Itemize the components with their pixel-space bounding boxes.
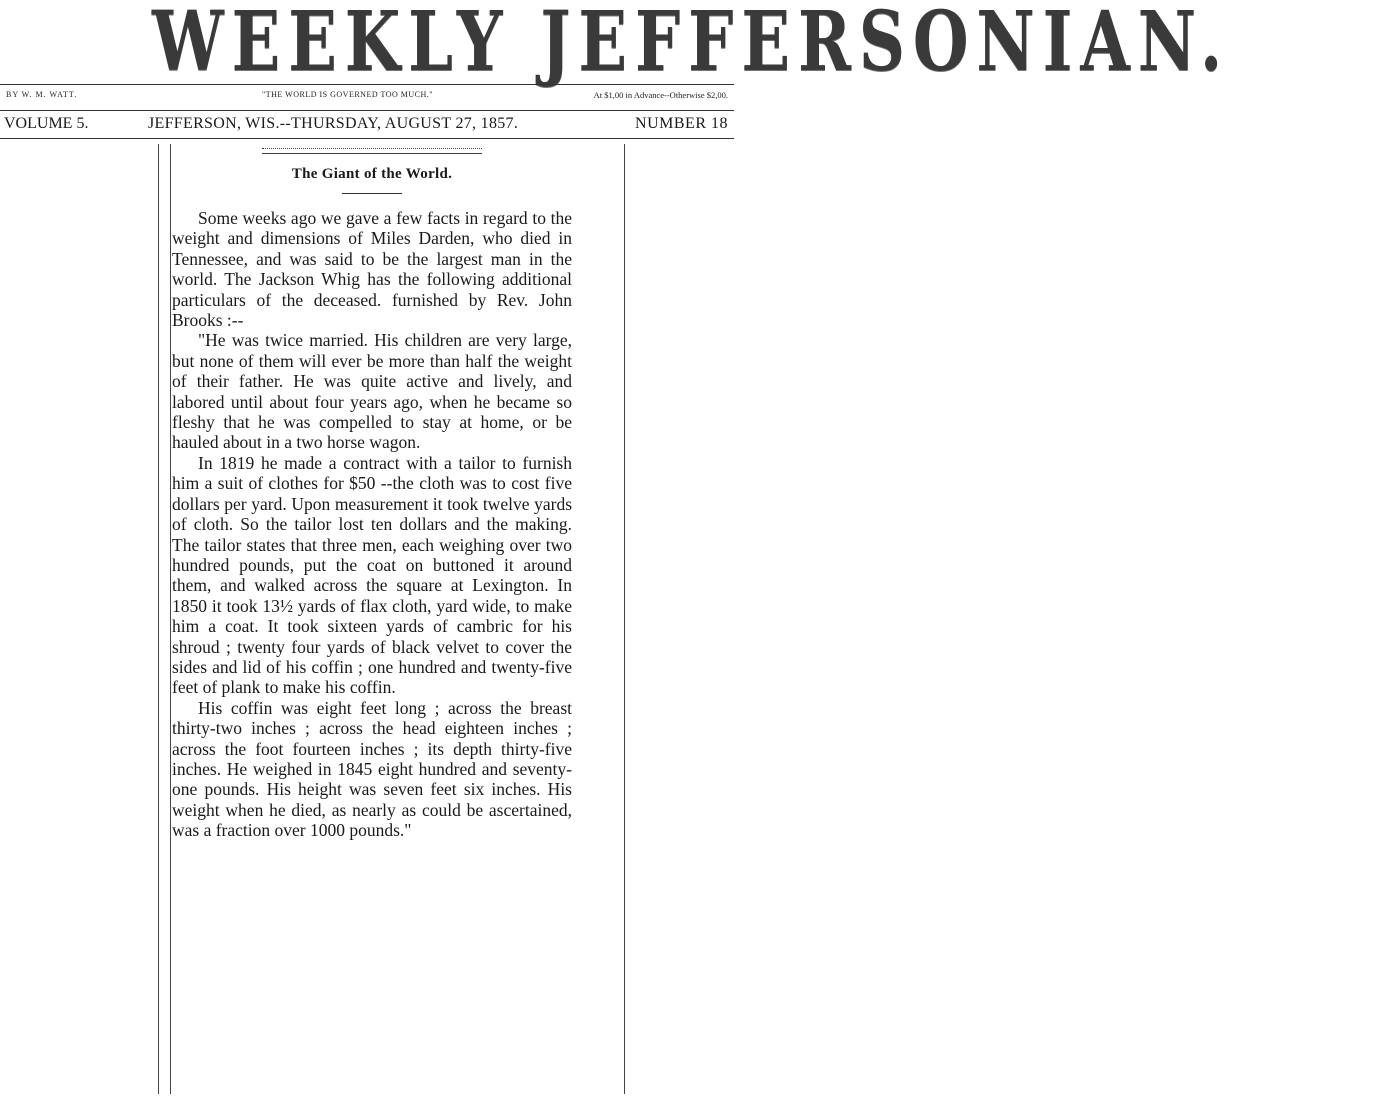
inner-column-rule <box>170 144 171 1094</box>
article-paragraph: "He was twice married. His children are very large, but none of them will ever be more than half the weight of their father. He was quite active and lively, and labored until about four years ago, when he became so fleshy that he was compelled to stay at home, or be hauled about in a two horse wagon. <box>172 330 572 453</box>
newspaper-title: WEEKLY JEFFERSONIAN. <box>152 0 1231 90</box>
article-paragraph: Some weeks ago we gave a few facts in regard to the weight and dimensions of Miles Darden, who died in Tennessee, and was said to be the largest man in the world. The Jackson Whig has the following additional particulars of the deceased. furnished by Rev. John Brooks :-- <box>172 208 572 331</box>
ornamental-rule <box>262 148 482 154</box>
article <box>172 144 572 841</box>
article-headline: The Giant of the World. <box>291 166 453 182</box>
masthead <box>0 0 1231 90</box>
left-column-rule <box>158 144 159 1094</box>
byline-row <box>0 86 734 108</box>
dateline <box>0 114 734 138</box>
place-and-date: JEFFERSON, WIS.--THURSDAY, AUGUST 27, 1857. <box>148 115 519 132</box>
newspaper-motto: "THE WORLD IS GOVERNED TOO MUCH." <box>262 90 434 99</box>
right-column-rule <box>624 144 625 1094</box>
volume-number: VOLUME 5. <box>4 115 89 132</box>
article-paragraph: His coffin was eight feet long ; across the breast thirty-two inches ; across the head eighteen inches ; across the foot fourteen inches ; its depth thirty-five inches. He weighed in 1845 eight hundred and seventy-one pounds. His height was seven feet six inches. His weight when he died, as nearly as could be ascertained, was a fraction over 1000 pounds." <box>172 697 572 841</box>
headline-rule <box>342 193 402 194</box>
subscription-price: At $1,00 in Advance--Otherwise $2,00. <box>593 90 728 100</box>
dateline-top-rule <box>0 110 734 111</box>
article-body <box>172 208 572 841</box>
issue-number: NUMBER 18 <box>635 115 728 132</box>
masthead-rule <box>0 84 734 85</box>
dateline-bottom-rule <box>0 138 734 139</box>
article-paragraph: In 1819 he made a contract with a tailor to furnish him a suit of clothes for $50 --the cloth was to cost five dollars per yard. Upon measurement it took twelve yards of cloth. So the tailor lost ten dollars and the making. The tailor states that three men, each weighing over two hundred pounds, put the coat on buttoned it around them, and walked across the square at Lexington. In 1850 it took 13½ yards of flax cloth, yard wide, to make him a coat. It took sixteen yards of cambric for his shroud ; twenty four yards of black velvet to cover the sides and lid of his coffin ; one hundred and twenty-five feet of plank to make his coffin. <box>172 452 572 698</box>
editor-credit: BY W. M. WATT. <box>6 90 78 99</box>
